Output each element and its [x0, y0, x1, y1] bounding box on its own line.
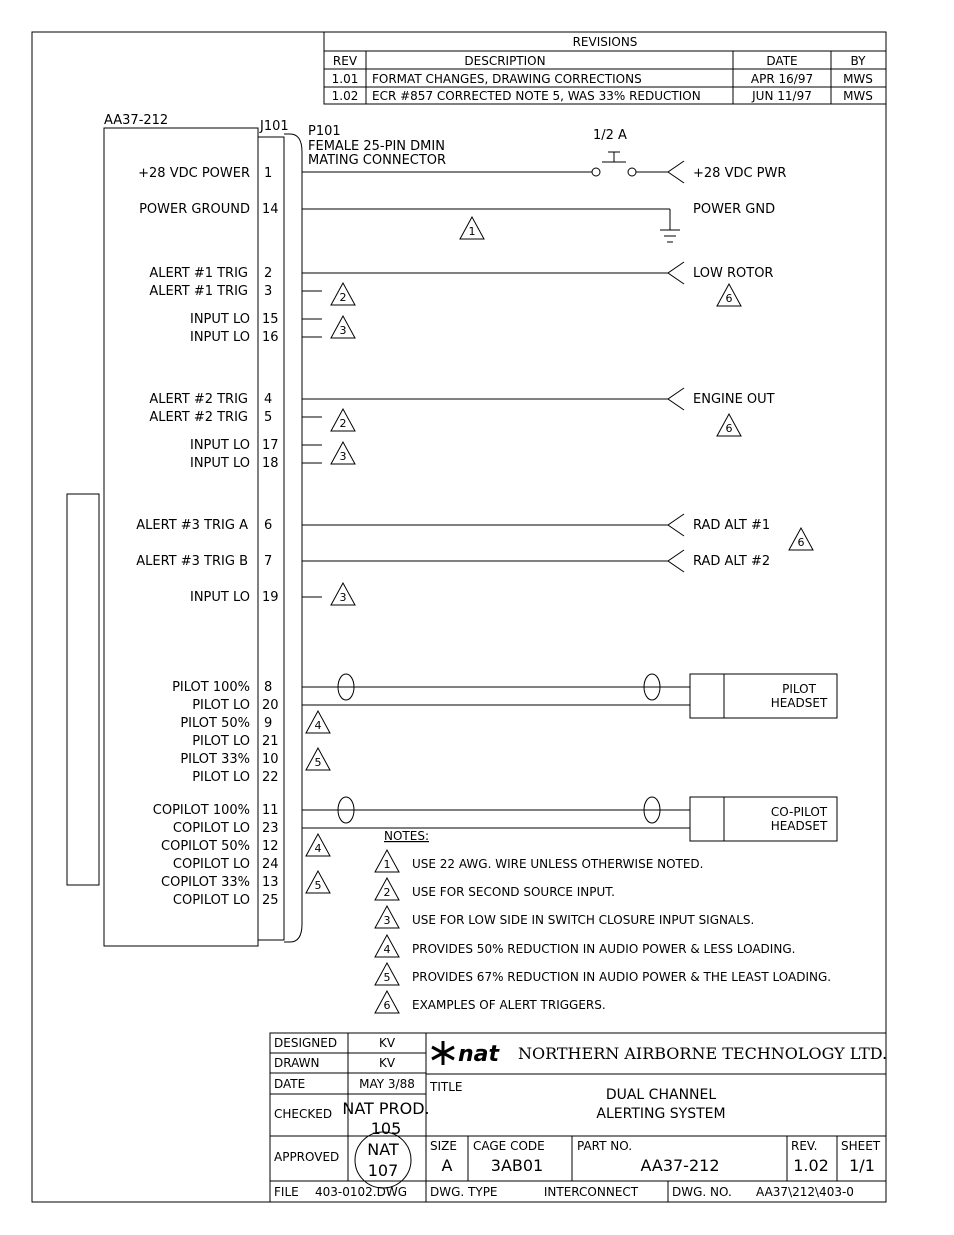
notes-heading: NOTES:	[384, 829, 429, 843]
j101-label: J101	[260, 119, 289, 134]
revisions-col-rev: REV	[332, 54, 358, 68]
revision-rev: 1.01	[331, 72, 359, 86]
flag-triangle	[331, 442, 355, 464]
revisions-table	[324, 32, 886, 104]
fuse-switch-arm	[602, 152, 626, 162]
pin-label: PILOT 50%	[180, 716, 250, 731]
pin-number: 20	[262, 698, 279, 713]
pin-number: 9	[264, 716, 273, 731]
file-value: 403-0102.DWG	[315, 1185, 407, 1199]
pin-label: COPILOT 100%	[152, 803, 250, 818]
pin-number: 5	[264, 410, 273, 425]
flag-triangle	[789, 528, 813, 550]
pilot-headset-label: HEADSET	[770, 696, 828, 710]
file-label: FILE	[274, 1185, 299, 1199]
pin-number: 12	[262, 839, 279, 854]
pin-label: PILOT LO	[192, 734, 250, 749]
ground-symbol	[660, 230, 680, 242]
mating-connector-line1: FEMALE 25-PIN DMIN	[308, 139, 445, 154]
dwg-no-label: DWG. NO.	[672, 1185, 732, 1199]
title-block	[270, 1033, 887, 1202]
date-label: DATE	[274, 1077, 306, 1091]
approved-stamp: NAT	[367, 1140, 399, 1159]
note-item	[375, 906, 754, 928]
revisions-col-date: DATE	[766, 54, 798, 68]
pin-number: 3	[264, 284, 273, 299]
revision-date: APR 16/97	[750, 72, 814, 86]
flag-triangle	[717, 284, 741, 306]
approved-stamp: 107	[367, 1161, 399, 1180]
svg-text:6: 6	[383, 999, 391, 1012]
mounting-rail	[67, 494, 99, 885]
note-text: EXAMPLES OF ALERT TRIGGERS.	[412, 998, 606, 1012]
connector-arrow	[668, 550, 684, 572]
approved-label: APPROVED	[274, 1150, 340, 1164]
svg-text:4: 4	[314, 719, 322, 732]
p101-label: P101	[308, 124, 341, 139]
svg-text:4: 4	[314, 842, 322, 855]
revision-date: JUN 11/97	[752, 89, 812, 103]
drawing-title: DUAL CHANNEL	[605, 1087, 717, 1103]
svg-text:3: 3	[339, 324, 347, 337]
fuse-contact	[628, 168, 636, 176]
title-label: TITLE	[430, 1080, 463, 1094]
pin-number: 2	[264, 266, 273, 281]
rev-value: 1.02	[793, 1156, 829, 1175]
connector-arrow	[668, 388, 684, 410]
pin-label: ALERT #1 TRIG	[149, 284, 248, 299]
svg-text:5: 5	[383, 971, 391, 984]
note-item	[375, 963, 831, 985]
pin-number: 6	[264, 518, 273, 533]
svg-text:3: 3	[339, 450, 347, 463]
wiring	[302, 128, 837, 841]
unit-label: AA37-212	[104, 113, 169, 128]
copilot-headset-label: CO-PILOT	[770, 805, 828, 819]
svg-text:6: 6	[797, 536, 805, 549]
pin-number: 16	[262, 330, 279, 345]
pin-number: 19	[262, 590, 279, 605]
pin-number: 10	[262, 752, 279, 767]
note-text: USE FOR LOW SIDE IN SWITCH CLOSURE INPUT SIGNALS.	[412, 913, 755, 927]
pin-number: 7	[264, 554, 273, 569]
pin-number: 23	[262, 821, 279, 836]
pin-label: POWER GROUND	[139, 202, 250, 217]
svg-text:2: 2	[339, 417, 347, 430]
sheet-value: 1/1	[849, 1156, 875, 1175]
pin-number: 15	[262, 312, 279, 327]
pin-label: PILOT 100%	[172, 680, 250, 695]
pin-label: ALERT #3 TRIG B	[136, 554, 248, 569]
copilot-headset-plug	[690, 797, 724, 841]
designed-value: KV	[378, 1036, 396, 1050]
pin-number: 24	[262, 857, 279, 872]
dwg-no-value: AA37\212\403-0	[756, 1185, 854, 1199]
pilot-headset-label: PILOT	[782, 682, 816, 696]
revision-by: MWS	[843, 72, 873, 86]
cage-label: CAGE CODE	[473, 1139, 545, 1153]
pin-label: COPILOT 33%	[161, 875, 250, 890]
pin-number: 13	[262, 875, 279, 890]
svg-text:2: 2	[383, 886, 391, 899]
pin-label: ALERT #2 TRIG	[149, 410, 248, 425]
fuse-contact	[592, 168, 600, 176]
dest-low-rotor: LOW ROTOR	[693, 266, 774, 281]
pin-label: COPILOT LO	[172, 857, 250, 872]
mating-connector-line2: MATING CONNECTOR	[308, 153, 447, 168]
dwg-type-label: DWG. TYPE	[430, 1185, 498, 1199]
rev-label: REV.	[791, 1139, 818, 1153]
part-value: AA37-212	[640, 1156, 720, 1175]
svg-text:1: 1	[468, 225, 476, 238]
pin-label: ALERT #1 TRIG	[149, 266, 248, 281]
connector-arrow	[668, 161, 684, 183]
svg-text:6: 6	[725, 292, 733, 305]
note-item	[375, 850, 703, 872]
flag-triangle	[460, 217, 484, 239]
pin-number: 25	[262, 893, 279, 908]
pin-label: INPUT LO	[190, 456, 250, 471]
pin-number: 18	[262, 456, 279, 471]
pin-label: ALERT #2 TRIG	[149, 392, 248, 407]
pin-number: 14	[262, 202, 279, 217]
logo-text: nat	[458, 1042, 500, 1067]
note-item	[375, 935, 795, 957]
dest-power: +28 VDC PWR	[693, 166, 787, 181]
copilot-headset-label: HEADSET	[770, 819, 828, 833]
dest-rad-alt-2: RAD ALT #2	[693, 554, 771, 569]
date-value: MAY 3/88	[359, 1077, 415, 1091]
pin-label: INPUT LO	[190, 330, 250, 345]
note-text: USE FOR SECOND SOURCE INPUT.	[412, 885, 615, 899]
pin-list	[136, 166, 278, 908]
p101-connector-shell	[284, 134, 302, 942]
dwg-type-value: INTERCONNECT	[543, 1185, 639, 1199]
j101-pin-strip	[258, 137, 284, 940]
revision-desc: ECR #857 CORRECTED NOTE 5, WAS 33% REDUCTION	[372, 89, 701, 103]
designed-label: DESIGNED	[274, 1036, 338, 1050]
pin-label: INPUT LO	[190, 438, 250, 453]
pin-label: INPUT LO	[190, 590, 250, 605]
revisions-col-desc: DESCRIPTION	[464, 54, 546, 68]
nat-logo	[432, 1041, 454, 1065]
revisions-col-by: BY	[850, 54, 866, 68]
svg-text:1: 1	[383, 858, 391, 871]
pin-number: 1	[264, 166, 273, 181]
cage-value: 3AB01	[490, 1156, 544, 1175]
pin-number: 21	[262, 734, 279, 749]
pin-label: PILOT LO	[192, 770, 250, 785]
dest-rad-alt-1: RAD ALT #1	[693, 518, 771, 533]
fuse-rating-label: 1/2 A	[593, 128, 627, 143]
dest-engine-out: ENGINE OUT	[693, 392, 775, 407]
checked-stamp: 105	[370, 1119, 402, 1138]
pin-number: 4	[264, 392, 273, 407]
flag-triangle	[306, 748, 330, 770]
note-text: USE 22 AWG. WIRE UNLESS OTHERWISE NOTED.	[412, 857, 704, 871]
flag-triangle	[717, 414, 741, 436]
svg-text:6: 6	[725, 422, 733, 435]
pin-label: COPILOT 50%	[161, 839, 250, 854]
note-text: PROVIDES 50% REDUCTION IN AUDIO POWER & LESS LOADING.	[412, 942, 796, 956]
revision-desc: FORMAT CHANGES, DRAWING CORRECTIONS	[372, 72, 642, 86]
size-value: A	[441, 1156, 453, 1175]
pin-number: 8	[264, 680, 273, 695]
note-item	[375, 991, 606, 1013]
connector-arrow	[668, 262, 684, 284]
pin-label: PILOT 33%	[180, 752, 250, 767]
flag-triangle	[331, 283, 355, 305]
pin-number: 11	[262, 803, 279, 818]
pilot-headset-plug	[690, 674, 724, 718]
drawn-label: DRAWN	[274, 1056, 320, 1070]
checked-label: CHECKED	[274, 1107, 333, 1121]
notes	[375, 829, 831, 1013]
note-text: PROVIDES 67% REDUCTION IN AUDIO POWER & THE LEAST LOADING.	[412, 970, 832, 984]
checked-stamp: NAT PROD.	[342, 1099, 430, 1118]
drawn-value: KV	[378, 1056, 396, 1070]
flag-triangle	[331, 583, 355, 605]
revisions-heading: REVISIONS	[572, 35, 638, 49]
svg-text:5: 5	[314, 756, 322, 769]
pin-label: COPILOT LO	[172, 821, 250, 836]
dest-ground: POWER GND	[693, 202, 776, 217]
svg-text:4: 4	[383, 943, 391, 956]
pin-label: ALERT #3 TRIG A	[136, 518, 248, 533]
part-label: PART NO.	[577, 1139, 633, 1153]
pin-number: 22	[262, 770, 279, 785]
flag-triangle	[306, 871, 330, 893]
note-item	[375, 878, 615, 900]
svg-text:2: 2	[339, 291, 347, 304]
pin-label: PILOT LO	[192, 698, 250, 713]
drawing-title: ALERTING SYSTEM	[596, 1106, 726, 1122]
pin-label: COPILOT LO	[172, 893, 250, 908]
flag-triangle	[306, 711, 330, 733]
pin-number: 17	[262, 438, 279, 453]
revision-rev: 1.02	[331, 89, 359, 103]
svg-text:3: 3	[383, 914, 391, 927]
pin-label: INPUT LO	[190, 312, 250, 327]
flag-triangle	[331, 316, 355, 338]
sheet-label: SHEET	[841, 1139, 881, 1153]
svg-text:5: 5	[314, 879, 322, 892]
flag-triangle	[331, 409, 355, 431]
pin-label: +28 VDC POWER	[138, 166, 250, 181]
company-name: NORTHERN AIRBORNE TECHNOLOGY LTD.	[518, 1044, 888, 1063]
connector-arrow	[668, 514, 684, 536]
size-label: SIZE	[430, 1139, 457, 1153]
flag-triangle	[306, 834, 330, 856]
svg-text:3: 3	[339, 591, 347, 604]
revision-by: MWS	[843, 89, 873, 103]
